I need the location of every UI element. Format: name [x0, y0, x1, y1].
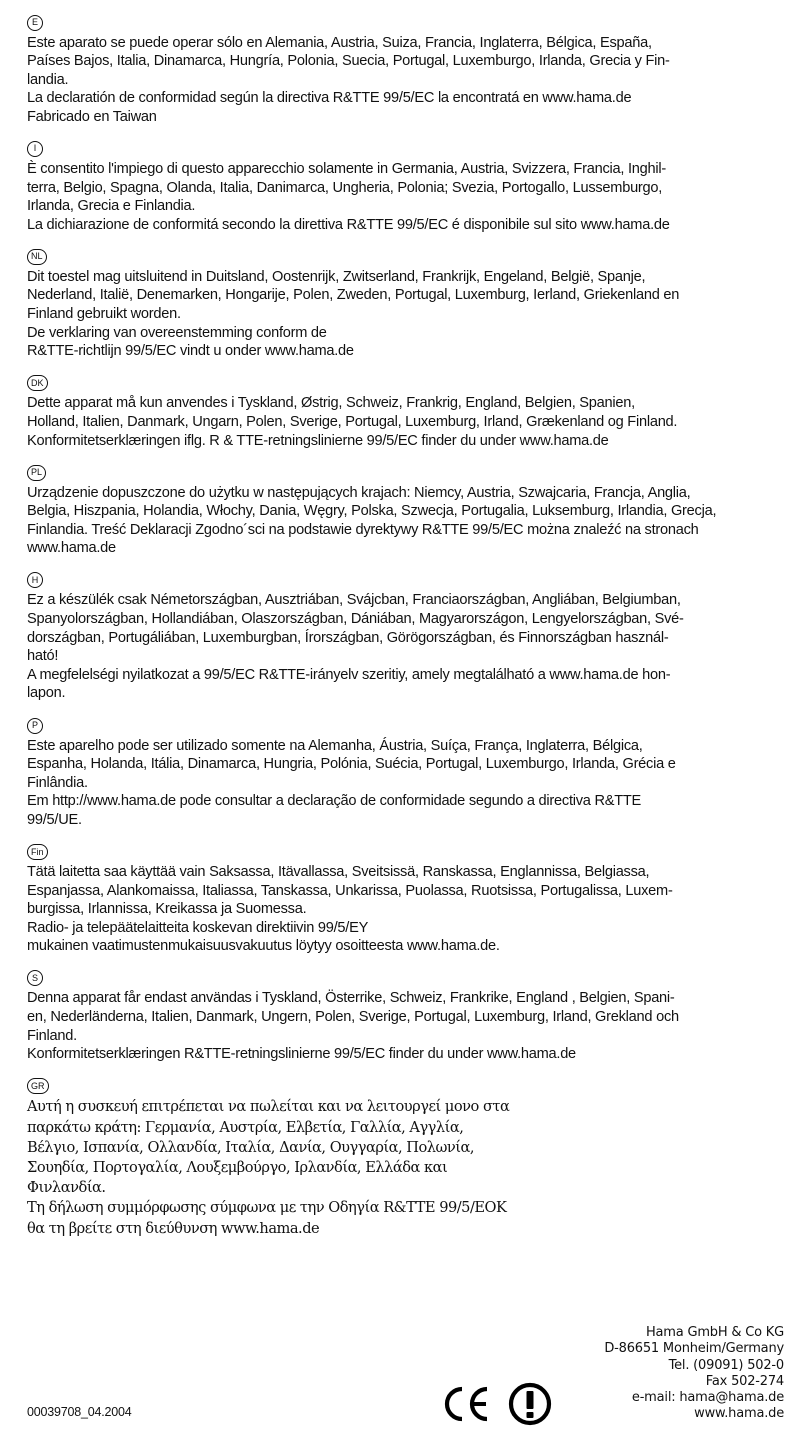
text-line: θα τη βρείτε στη διεύθυνση www.hama.de: [27, 1219, 320, 1237]
text-line: Τη δήλωση συμμόρφωσης σύμφωνα με την Οδηγία R&TTE 99/5/ΕΟΚ: [27, 1199, 507, 1217]
ce-mark-icon: [440, 1385, 492, 1423]
text-line: Este aparato se puede operar sólo en Alemania, Austria, Suiza, Francia, Inglaterra, Bélgica, España,: [27, 34, 652, 51]
text-line: Holland, Italien, Danmark, Ungarn, Polen, Sverige, Portugal, Luxemburg, Irland, Grækenland og Finland.: [27, 413, 678, 430]
language-section: [27, 12, 787, 126]
document-code: 00039708_04.2004: [27, 1405, 132, 1419]
language-section: [27, 246, 787, 360]
text-line: Urządzenie dopuszczone do użytku w następujących krajach: Niemcy, Austria, Szwajcaria, Francja, Anglia,: [27, 484, 691, 501]
section-text: [27, 591, 787, 703]
section-text: [27, 394, 787, 450]
language-section: [27, 715, 787, 829]
text-line: Βέλγιο, Ισπανία, Ολλανδία, Ιταλία, Δανία, Ουγγαρία, Πολωνία,: [27, 1138, 475, 1156]
text-line: en, Nederländerna, Italien, Danmark, Ungern, Polen, Sverige, Portugal, Luxemburg, Irland, Grekland och: [27, 1009, 679, 1026]
text-line: landia.: [27, 71, 69, 88]
language-badge: NL: [27, 249, 47, 265]
section-text: [27, 737, 787, 830]
text-line: Ez a készülék csak Németországban, Ausztriában, Svájcban, Franciaországban, Angliában, Belgiumban,: [27, 592, 681, 609]
text-line: Konformitetserklæringen iflg. R & TTE-retningslinierne 99/5/EC finder du under www.hama.de: [27, 432, 609, 449]
text-line: Radio- ja telepäätelaitteita koskevan direktiivin 99/5/EY: [27, 919, 369, 936]
text-line: παρκάτω κράτη: Γερμανία, Αυστρία, Ελβετία, Γαλλία, Αγγλία,: [27, 1118, 464, 1136]
declaration-document: [27, 12, 787, 1251]
text-line: burgissa, Irlannissa, Kreikassa ja Suomessa.: [27, 901, 307, 918]
contact-line: www.hama.de: [694, 1406, 784, 1422]
text-line: Finland.: [27, 1027, 77, 1044]
language-section: [27, 968, 787, 1064]
text-line: Konformitetserklæringen R&TTE-retningslinierne 99/5/EC finder du under www.hama.de: [27, 1046, 576, 1063]
contact-line: Tel. (09091) 502-0: [668, 1357, 784, 1373]
contact-block: [604, 1325, 784, 1423]
alert-mark-icon: [508, 1382, 552, 1426]
language-section: [27, 138, 787, 234]
language-badge: P: [27, 718, 43, 734]
text-line: Dit toestel mag uitsluitend in Duitsland, Oostenrijk, Zwitserland, Frankrijk, Engeland, België, Spanje,: [27, 268, 646, 285]
language-section: [27, 570, 787, 703]
text-line: La dichiarazione de conformitá secondo la direttiva R&TTE 99/5/EC é disponibile sul sito www.hama.de: [27, 216, 670, 233]
text-line: È consentito l'impiego di questo apparecchio solamente in Germania, Austria, Svizzera, Francia, Inghil-: [27, 160, 666, 177]
text-line: Belgia, Hiszpania, Holandia, Włochy, Dania, Węgry, Polska, Szwecja, Portugalia, Luksemburg, Irlandia, Grecja,: [27, 503, 717, 520]
text-line: www.hama.de: [27, 540, 116, 557]
language-badge: H: [27, 572, 43, 588]
text-line: Finlândia.: [27, 774, 88, 791]
language-badge: PL: [27, 465, 46, 481]
language-badge: Fin: [27, 844, 48, 860]
section-text: [27, 863, 787, 956]
text-line: Finlandia. Treść Deklaracji Zgodno´sci na podstawie dyrektywy R&TTE 99/5/EC można znaleźć na stronach: [27, 521, 699, 538]
language-section: [27, 1076, 787, 1239]
contact-line: e-mail: hama@hama.de: [631, 1390, 784, 1406]
text-line: Φινλανδία.: [27, 1179, 106, 1197]
text-line: Denna apparat får endast användas i Tyskland, Österrike, Schweiz, Frankrike, England , Belgien, Spani-: [27, 990, 675, 1007]
text-line: Este aparelho pode ser utilizado somente na Alemanha, Áustria, Suíça, França, Inglaterra, Bélgica,: [27, 737, 643, 754]
language-section: [27, 462, 787, 558]
section-text: [27, 268, 787, 361]
text-line: Dette apparat må kun anvendes i Tyskland, Østrig, Schweiz, Frankrig, England, Belgien, Spanien,: [27, 395, 635, 412]
text-line: De verklaring van overeenstemming conform de: [27, 324, 327, 341]
language-badge: S: [27, 970, 43, 986]
text-line: Países Bajos, Italia, Dinamarca, Hungría, Polonia, Suecia, Portugal, Luxemburgo, Irlanda, Grecia y Fin-: [27, 53, 670, 70]
text-line: ható!: [27, 648, 59, 665]
section-text: [27, 989, 787, 1063]
text-line: Σουηδία, Πορτογαλία, Λουξεμβούργο, Ιρλανδία, Ελλάδα και: [27, 1158, 448, 1176]
section-text: [27, 1097, 787, 1238]
text-line: Finland gebruikt worden.: [27, 306, 181, 323]
section-text: [27, 484, 787, 558]
language-badge: DK: [27, 375, 48, 391]
contact-line: D-86651 Monheim/Germany: [604, 1341, 784, 1357]
text-line: Nederland, Italië, Denemarken, Hongarije, Polen, Zweden, Portugal, Luxemburg, Ierland, Griekenland en: [27, 287, 680, 304]
text-line: Spanyolországban, Hollandiában, Olaszországban, Dániában, Magyarországon, Lengyelországban, Své-: [27, 611, 684, 628]
language-section: [27, 842, 787, 956]
section-text: [27, 160, 787, 234]
text-line: R&TTE-richtlijn 99/5/EC vindt u onder www.hama.de: [27, 343, 354, 360]
text-line: Espanha, Holanda, Itália, Dinamarca, Hungria, Polónia, Suécia, Portugal, Luxemburgo, Irlanda, Grécia e: [27, 756, 676, 773]
text-line: dországban, Portugáliában, Luxemburgban, Írországban, Görögországban, és Finnországban használ-: [27, 629, 669, 646]
text-line: Espanjassa, Alankomaissa, Italiassa, Tanskassa, Unkarissa, Puolassa, Ruotsissa, Portugalissa, Luxem-: [27, 882, 673, 899]
text-line: Fabricado en Taiwan: [27, 108, 157, 125]
text-line: mukainen vaatimustenmukaisuusvakuutus löytyy osoitteesta www.hama.de.: [27, 938, 500, 955]
language-section: [27, 373, 787, 450]
language-badge: GR: [27, 1078, 49, 1094]
text-line: Tätä laitetta saa käyttää vain Saksassa, Itävallassa, Sveitsissä, Ranskassa, Englannissa, Belgiassa,: [27, 864, 650, 880]
contact-line: Fax 502-274: [705, 1373, 784, 1389]
text-line: 99/5/UE.: [27, 811, 82, 828]
contact-line: Hama GmbH & Co KG: [645, 1325, 784, 1340]
text-line: Irlanda, Grecia e Finlandia.: [27, 198, 196, 215]
section-text: [27, 34, 787, 127]
text-line: terra, Belgio, Spagna, Olanda, Italia, Danimarca, Ungheria, Polonia; Svezia, Portogallo, Lussemburgo,: [27, 179, 663, 196]
language-badge: I: [27, 141, 43, 157]
text-line: Em http://www.hama.de pode consultar a declaração de conformidade segundo a directiva R&TTE: [27, 793, 642, 810]
text-line: A megfelelségi nyilatkozat a 99/5/EC R&TTE-irányelv szeritiy, amely megtalálható a www.hama.de hon-: [27, 666, 671, 683]
text-line: Αυτή η συσκευή επιτρέπεται να πωλείται και να λειτουργεί μονο στα: [27, 1098, 510, 1116]
text-line: lapon.: [27, 685, 66, 702]
text-line: La declaratión de conformidad según la directiva R&TTE 99/5/EC la encontratá en www.hama.de: [27, 90, 632, 107]
language-badge: E: [27, 15, 43, 31]
